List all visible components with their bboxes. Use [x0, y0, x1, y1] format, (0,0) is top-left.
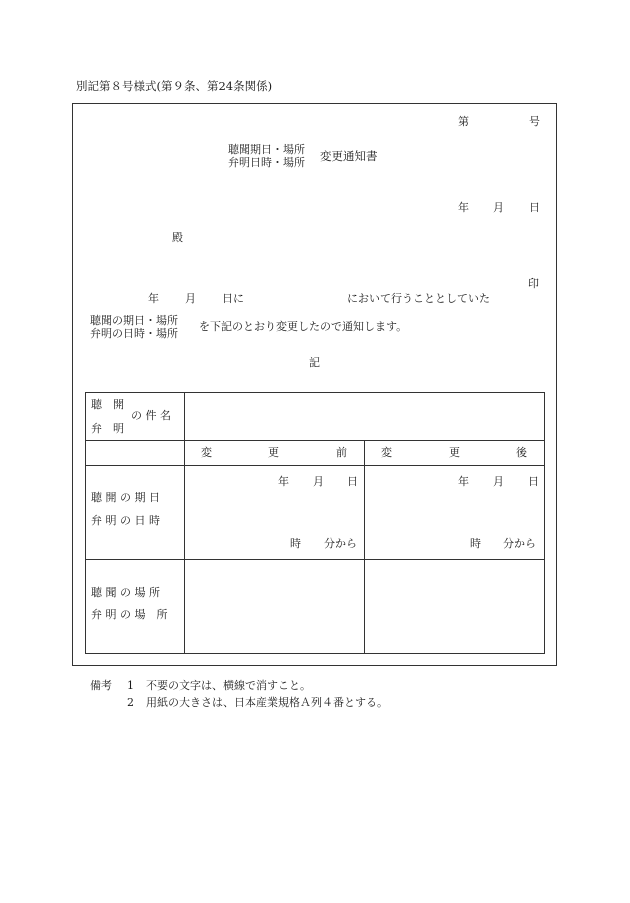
body-choice-b: 弁明の日時・場所 — [90, 327, 178, 340]
title-line1: 聴聞期日・場所 — [228, 143, 305, 156]
note-1-number: 1 — [127, 679, 134, 692]
after-day: 日 — [528, 475, 539, 488]
doc-number-go: 号 — [529, 115, 540, 128]
form-header: 別記第８号様式(第９条、第24条関係) — [76, 79, 273, 93]
notes-label: 備考 — [90, 679, 112, 692]
after-header-3: 後 — [516, 446, 527, 459]
body-place-text: において行うこととしていた — [347, 292, 490, 305]
issue-year: 年 — [458, 201, 469, 214]
after-year: 年 — [458, 475, 469, 488]
after-minute: 分から — [503, 537, 536, 550]
before-year: 年 — [278, 475, 289, 488]
after-header-1: 変 — [381, 446, 392, 459]
before-header-3: 前 — [336, 446, 347, 459]
after-header-2: 更 — [449, 446, 460, 459]
before-header-1: 変 — [201, 446, 212, 459]
seal-mark: 印 — [528, 277, 539, 290]
body-notice-text: を下記のとおり変更したので通知します。 — [199, 320, 408, 333]
note-1-text: 不要の文字は、横線で消すこと。 — [146, 679, 311, 692]
after-hour: 時 — [470, 537, 481, 550]
body-day: 日に — [222, 292, 244, 305]
body-month: 月 — [185, 292, 196, 305]
before-hour: 時 — [290, 537, 301, 550]
case-label-c: 弁 明 — [91, 422, 124, 435]
before-month: 月 — [313, 475, 324, 488]
after-month: 月 — [493, 475, 504, 488]
datetime-label-b: 弁 明 の 日 時 — [91, 514, 160, 527]
datetime-label-a: 聴 開 の 期 日 — [91, 491, 160, 504]
before-header-2: 更 — [268, 446, 279, 459]
before-minute: 分から — [324, 537, 357, 550]
case-label-b: の 件 名 — [131, 409, 171, 422]
before-day: 日 — [347, 475, 358, 488]
note-2-text: 用紙の大きさは、日本産業規格Ａ列４番とする。 — [146, 696, 388, 709]
issue-day: 日 — [529, 201, 540, 214]
note-2-number: 2 — [127, 696, 134, 709]
title-line2: 弁明日時・場所 — [228, 156, 305, 169]
body-choice-a: 聴聞の期日・場所 — [90, 314, 178, 327]
body-year: 年 — [148, 292, 159, 305]
place-label-a: 聴 聞 の 場 所 — [91, 586, 160, 599]
addressee-suffix: 殿 — [172, 231, 183, 244]
title-suffix: 変更通知書 — [320, 149, 378, 163]
ki-mark: 記 — [309, 356, 320, 369]
case-label-a: 聴 開 — [91, 398, 124, 411]
doc-number-dai: 第 — [458, 115, 469, 128]
place-label-b: 弁 明 の 場 所 — [91, 608, 168, 621]
issue-month: 月 — [493, 201, 504, 214]
